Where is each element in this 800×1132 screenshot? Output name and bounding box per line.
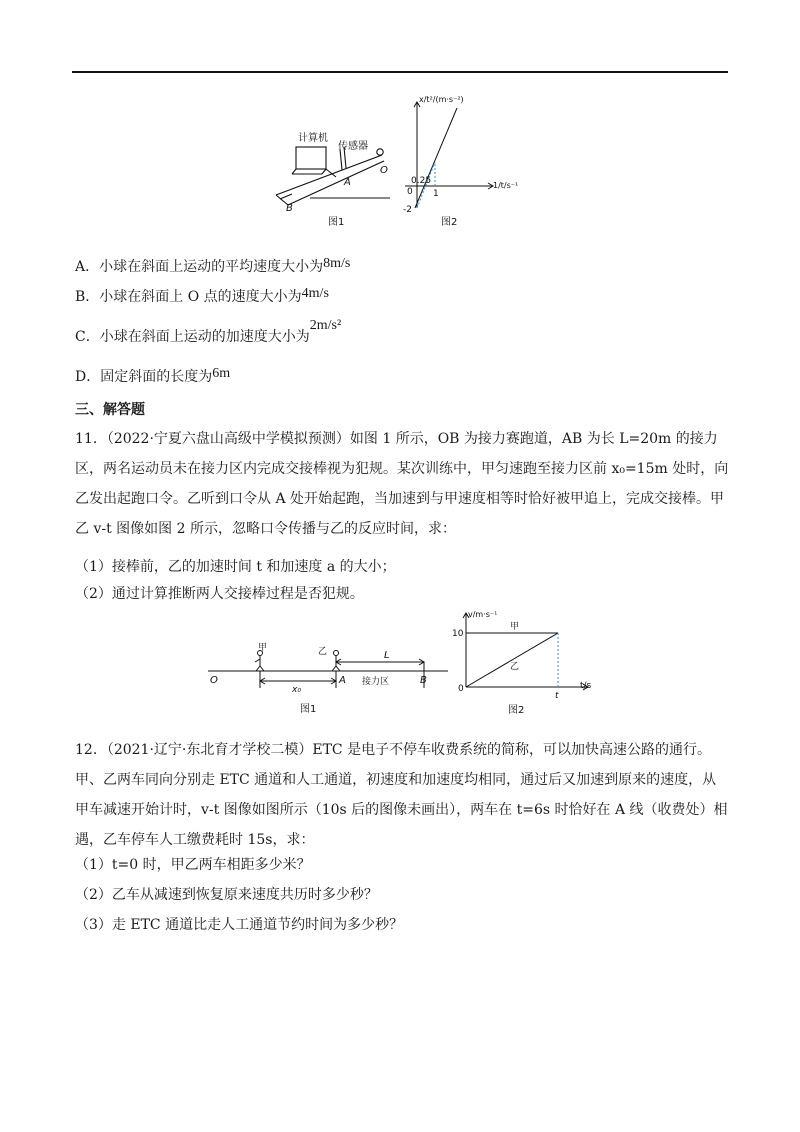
series-jia-label: 甲 xyxy=(510,622,520,632)
point-O-label: O xyxy=(380,165,388,176)
point-B-label: B xyxy=(286,203,293,214)
section-title: 三、解答题 xyxy=(75,402,145,418)
option-b-text: B．小球在斜面上 O 点的速度大小为 xyxy=(75,289,302,305)
q11-figure2-caption: 图2 xyxy=(508,705,525,716)
option-d-value: 6m xyxy=(212,366,231,381)
x-axis-label: 1/t/s⁻¹ xyxy=(493,181,519,190)
vt-graph-figure xyxy=(450,605,600,720)
figure2-caption: 图2 xyxy=(441,217,458,228)
option-a xyxy=(75,257,350,278)
v-axis-label: v/m·s⁻¹ xyxy=(468,610,498,619)
tick-neg2: -2 xyxy=(403,205,412,215)
track-L-label: L xyxy=(384,650,390,661)
tick-0: 0 xyxy=(458,684,464,694)
q12-sub1: （1）t=0 时，甲乙两车相距多少米？ xyxy=(75,857,311,873)
tick-0.25: 0.25 xyxy=(411,176,432,186)
track-x0-label: x₀ xyxy=(292,685,301,695)
incline-experiment-figure xyxy=(270,125,400,230)
t-axis-label: t/s xyxy=(580,681,592,691)
tick-origin: 0 xyxy=(407,187,413,197)
track-A-label: A xyxy=(339,675,346,686)
option-a-value: 8m/s xyxy=(323,256,351,271)
figure1-caption: 图1 xyxy=(328,217,345,228)
track-B-label: B xyxy=(420,675,427,686)
x-over-t2-graph xyxy=(395,90,530,230)
series-yi-label: 乙 xyxy=(510,662,520,672)
option-b-value: 4m/s xyxy=(301,286,329,301)
runner-jia-label: 甲 xyxy=(258,643,268,653)
option-d xyxy=(75,367,230,388)
relay-track-figure xyxy=(200,640,455,720)
q12-sub2: （2）乙车从减速到恢复原来速度共历时多少秒？ xyxy=(75,887,378,903)
computer-label: 计算机 xyxy=(298,133,328,144)
option-d-text: D．固定斜面的长度为 xyxy=(75,369,213,385)
header-rule xyxy=(72,71,728,73)
option-a-text: A．小球在斜面上运动的平均速度大小为 xyxy=(75,259,324,275)
q11-sub1: （1）接棒前，乙的加速时间 t 和加速度 a 的大小； xyxy=(75,559,396,575)
tick-t: t xyxy=(555,691,559,701)
tick-10: 10 xyxy=(452,629,464,639)
q12-sub3: （3）走 ETC 通道比走人工通道节约时间为多少秒？ xyxy=(75,917,404,933)
q11-sub2: （2）通过计算推断两人交接棒过程是否犯规。 xyxy=(75,586,364,602)
option-c xyxy=(75,318,342,348)
q11-figure1-caption: 图1 xyxy=(300,704,317,715)
q11-stem: 11．（2022·宁夏六盘山高级中学模拟预测）如图 1 所示，OB 为接力赛跑道，AB 为长 L=20m 的接力区，两名运动员未在接力区内完成交接棒视为犯规。某次训练中，甲匀速跑至接力区前 x₀=15m 处时，向乙发出起跑口令。乙听到口令从 A 处开始起跑，当加速到与甲速度相等时恰好被甲追上，完成交接棒。甲乙 v-t 图像如图 2 所示，忽略口令传播与乙的反应时间，求： xyxy=(75,431,729,537)
point-A-label: A xyxy=(344,177,351,188)
track-O-label: O xyxy=(210,675,218,686)
option-c-text: C．小球在斜面上运动的加速度大小为 xyxy=(75,329,310,345)
option-c-value: 2m/s² xyxy=(309,318,342,333)
option-b xyxy=(75,287,329,308)
tick-1: 1 xyxy=(433,189,439,199)
runner-yi-label: 乙 xyxy=(318,647,328,657)
q12-stem: 12．（2021·辽宁·东北育才学校二模）ETC 是电子不停车收费系统的简称，可以加快高速公路的通行。甲、乙两车同向分别走 ETC 通道和人工通道，初速度和加速度均相同，通过后又加速到原来的速度，从甲车减速开始计时，v-t 图像如图所示（10s 后的图像未画出），两车在 t=6s 时恰好在 A 线（收费处）相遇，乙车停车人工缴费耗时 15s，求： xyxy=(75,742,728,848)
relay-zone-label: 接力区 xyxy=(362,677,390,687)
sensor-label: 传感器 xyxy=(338,141,368,152)
y-axis-label: x/t²/(m·s⁻²) xyxy=(419,95,464,104)
